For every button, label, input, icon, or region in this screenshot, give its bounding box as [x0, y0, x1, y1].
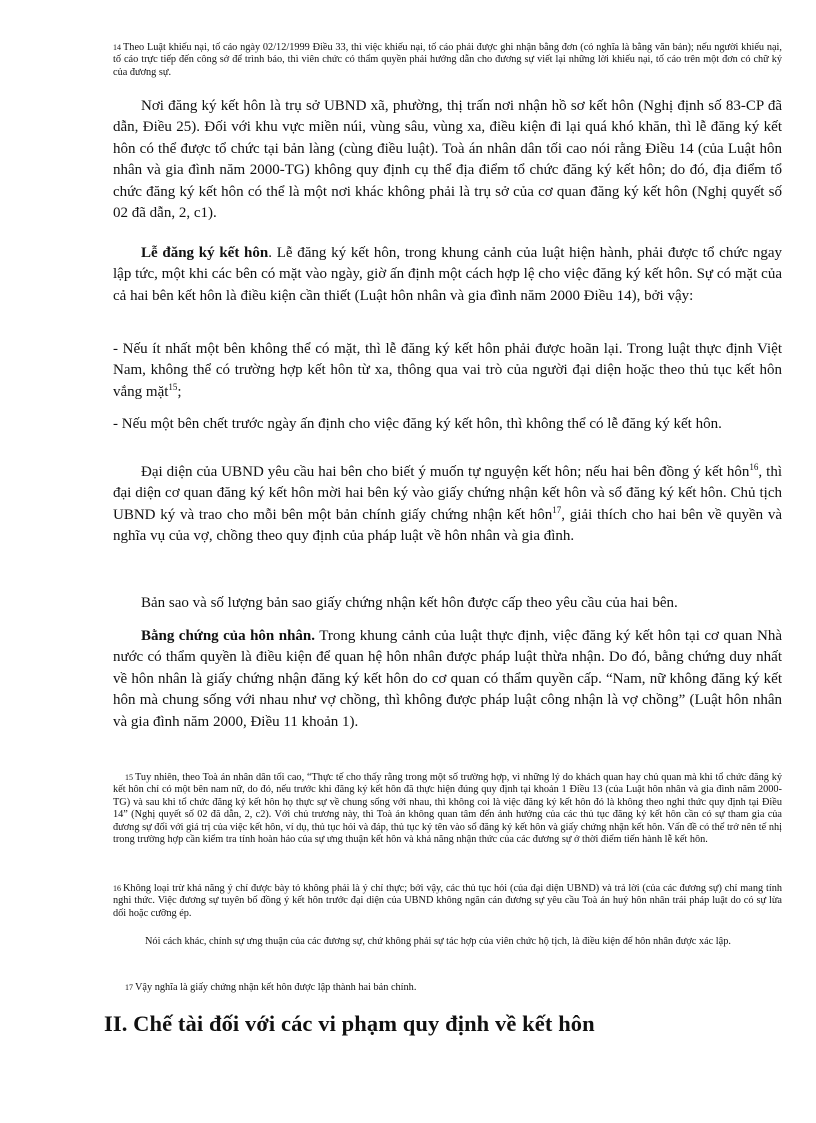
section-heading: II. Chế tài đối với các vi phạm quy định về kết hôn [104, 1011, 595, 1036]
paragraph-text [113, 462, 782, 548]
footnote-number: 14 [113, 43, 121, 52]
footnote-16-continuation [113, 936, 782, 948]
paragraph-absent-party [113, 339, 782, 403]
footnote-16 [113, 883, 782, 920]
footnote-ref-16: 16 [749, 462, 759, 472]
footnote-14 [113, 42, 782, 79]
bold-term: Bằng chứng của hôn nhân. [141, 628, 316, 644]
paragraph-body: Đại diện của UBND yêu cầu hai bên cho biết ý muốn tự nguyện kết hôn; nếu hai bên đồng ý kết hôn [141, 464, 750, 480]
paragraph-text [113, 339, 782, 403]
paragraph-body: , thì đại diện cơ quan đăng ký kết hôn mời hai bên ký vào giấy chứng nhận kết hôn và sổ đăng ký kết hôn. Chủ tịch UBND ký và trao cho mỗi bên một bản chính giấy chứng nhận kết hôn [113, 464, 782, 523]
footnote-ref-15: 15 [168, 381, 178, 392]
footnote-17 [113, 982, 782, 994]
paragraph-body: Trong khung cảnh của luật thực định, việc đăng ký kết hôn tại cơ quan Nhà nước có thẩm quyền là điều kiện để quan hệ hôn nhân được pháp luật thừa nhận. Do đó, bằng chứng duy nhất về hôn nhân là giấy chứng nhận đăng ký kết hôn do cơ quan có thẩm quyền cấp. “Nam, nữ không đăng ký kết hôn mà chung sống với nhau như vợ chồng, thì không được pháp luật công nhận là vợ chồng” (Luật hôn nhân và gia đình năm 2000, Điều 11 khoản 1). [113, 628, 782, 730]
footnote-15 [113, 772, 782, 846]
paragraph-text: - Nếu một bên chết trước ngày ấn định cho việc đăng ký kết hôn, thì không thể có lễ đăng ký kết hôn. [113, 416, 722, 432]
footnote-number: 17 [125, 983, 133, 992]
paragraph-body: , giải thích cho hai bên về quyền và nghĩa vụ của vợ, chồng theo quy định của pháp luật về hôn nhân và gia đình. [113, 506, 782, 545]
paragraph-evidence [113, 626, 782, 733]
paragraph-text [113, 243, 782, 307]
paragraph-marriage-ceremony [113, 243, 782, 307]
paragraph-body: . Lễ đăng ký kết hôn, trong khung cảnh của luật hiện hành, phải được tổ chức ngay lập tức, một khi các bên có mặt vào ngày, giờ ấn định một cách hợp lệ cho việc đăng ký kết hôn. Sự có mặt của cả hai bên kết hôn là điều kiện cần thiết (Luật hôn nhân và gia đình năm 2000 Điều 14), bởi vậy: [113, 245, 783, 304]
paragraph-text [113, 626, 782, 733]
paragraph-copies [113, 593, 782, 614]
bold-term: Lễ đăng ký kết hôn [141, 245, 269, 261]
paragraph-text: Nơi đăng ký kết hôn là trụ sở UBND xã, phường, thị trấn nơi nhận hồ sơ kết hôn (Nghị định số 83-CP đã dẫn, Điều 25). Đối với khu vực miền núi, vùng sâu, vùng xa, điều kiện đi lại quá khó khăn, thì lễ đăng ký kết hôn có thể được tổ chức tại bản làng (cùng điều luật). Toà án nhân dân tối cao nói rằng Điều 14 (của Luật hôn nhân và gia đình năm 2000-TG) không quy định cụ thể địa điểm tổ chức đăng ký kết hôn; do đó, địa điểm tổ chức đăng ký kết hôn có thể là một nơi khác không phải là trụ sở của cơ quan đăng ký kết hôn (Nghị quyết số 02 đã dẫn, 2, c1). [113, 98, 782, 222]
paragraph-consent [113, 462, 782, 548]
footnote-text: Không loại trừ khả năng ý chí được bày tỏ không phải là ý chí thực; bởi vậy, các thủ tục hỏi (của đại diện UBND) và trả lời (của các đương sự) chỉ mang tính nghi thức. Việc đương sự tuyên bố đồng ý kết hôn trước đại diện của UBND không ngăn cản đương sự yêu cầu Toà án huỷ hôn nhân trái pháp luật do có sự lừa dối hoặc cưỡng ép. [113, 883, 782, 919]
footnote-number: 15 [125, 773, 133, 782]
footnote-text: Theo Luật khiếu nại, tố cáo ngày 02/12/1999 Điều 33, thì việc khiếu nại, tố cáo phải được ghi nhận bằng đơn (có nghĩa là bằng văn bản); nếu người khiếu nại, tố cáo trực tiếp đến công sở để trình báo, thì viên chức có thẩm quyền phải hướng dẫn cho đương sự viết lại những lời khiếu nại, tố cáo trên một đơn có chữ ký của đương sự. [113, 42, 782, 78]
paragraph-registration-place [113, 96, 782, 224]
paragraph-text: Bản sao và số lượng bản sao giấy chứng nhận kết hôn được cấp theo yêu cầu của hai bên. [141, 595, 678, 611]
paragraph-end: ; [177, 383, 182, 400]
paragraph-body: - Nếu ít nhất một bên không thể có mặt, thì lễ đăng ký kết hôn phải được hoãn lại. Trong luật thực định Việt Nam, không thể có trường hợp kết hôn từ xa, thông qua vai trò của người đại diện hoặc theo thủ tục kết hôn vắng mặt [113, 341, 782, 400]
footnote-ref-17: 17 [552, 504, 562, 515]
paragraph-party-death [113, 414, 782, 435]
footnote-number: 16 [113, 884, 121, 893]
footnote-text: Vậy nghĩa là giấy chứng nhận kết hôn được lập thành hai bản chính. [135, 982, 417, 993]
footnote-text: Nói cách khác, chính sự ưng thuận của các đương sự, chứ không phải sự tác hợp của viên chức hộ tịch, là điều kiện để hôn nhân được xác lập. [145, 936, 731, 947]
footnote-text: Tuy nhiên, theo Toà án nhân dân tối cao, “Thực tế cho thấy rằng trong một số trường hợp, vì những lý do khách quan hay chủ quan mà khi tổ chức đăng ký kết hôn chỉ có một bên nam nữ, do đó, nếu trước khi đăng ký kết hôn đã thực hiện đúng quy định tại khoản 1 Điều 13 (của Luật hôn nhân và gia đình năm 2000-TG) và sau khi tổ chức đăng ký kết hôn họ thực sự về chung sống với nhau, thì không coi là việc đăng ký kết hôn đó là không theo nghi thức quy định tại Điều 14” (Nghị quyết số 02 đã dẫn, 2, c2). Với chủ trương này, thì Toà án không quan tâm đến ảnh hưởng của các thủ tục đăng ký kết hôn cần có sự tham gia của đương sự đối với giá trị của việc kết hôn, ví dụ, thủ tục hỏi và đáp, thủ tục ký tên vào sổ đăng ký kết hôn và giấy chứng nhận kết hôn. Vấn đề có thể trở nên tế nhị trong trường hợp cần kiểm tra tính hoàn hảo của sự ưng thuận kết hôn và khả năng nhận thức của các đương sự ở thời điểm tiến hành lễ kết hôn. [113, 772, 782, 846]
